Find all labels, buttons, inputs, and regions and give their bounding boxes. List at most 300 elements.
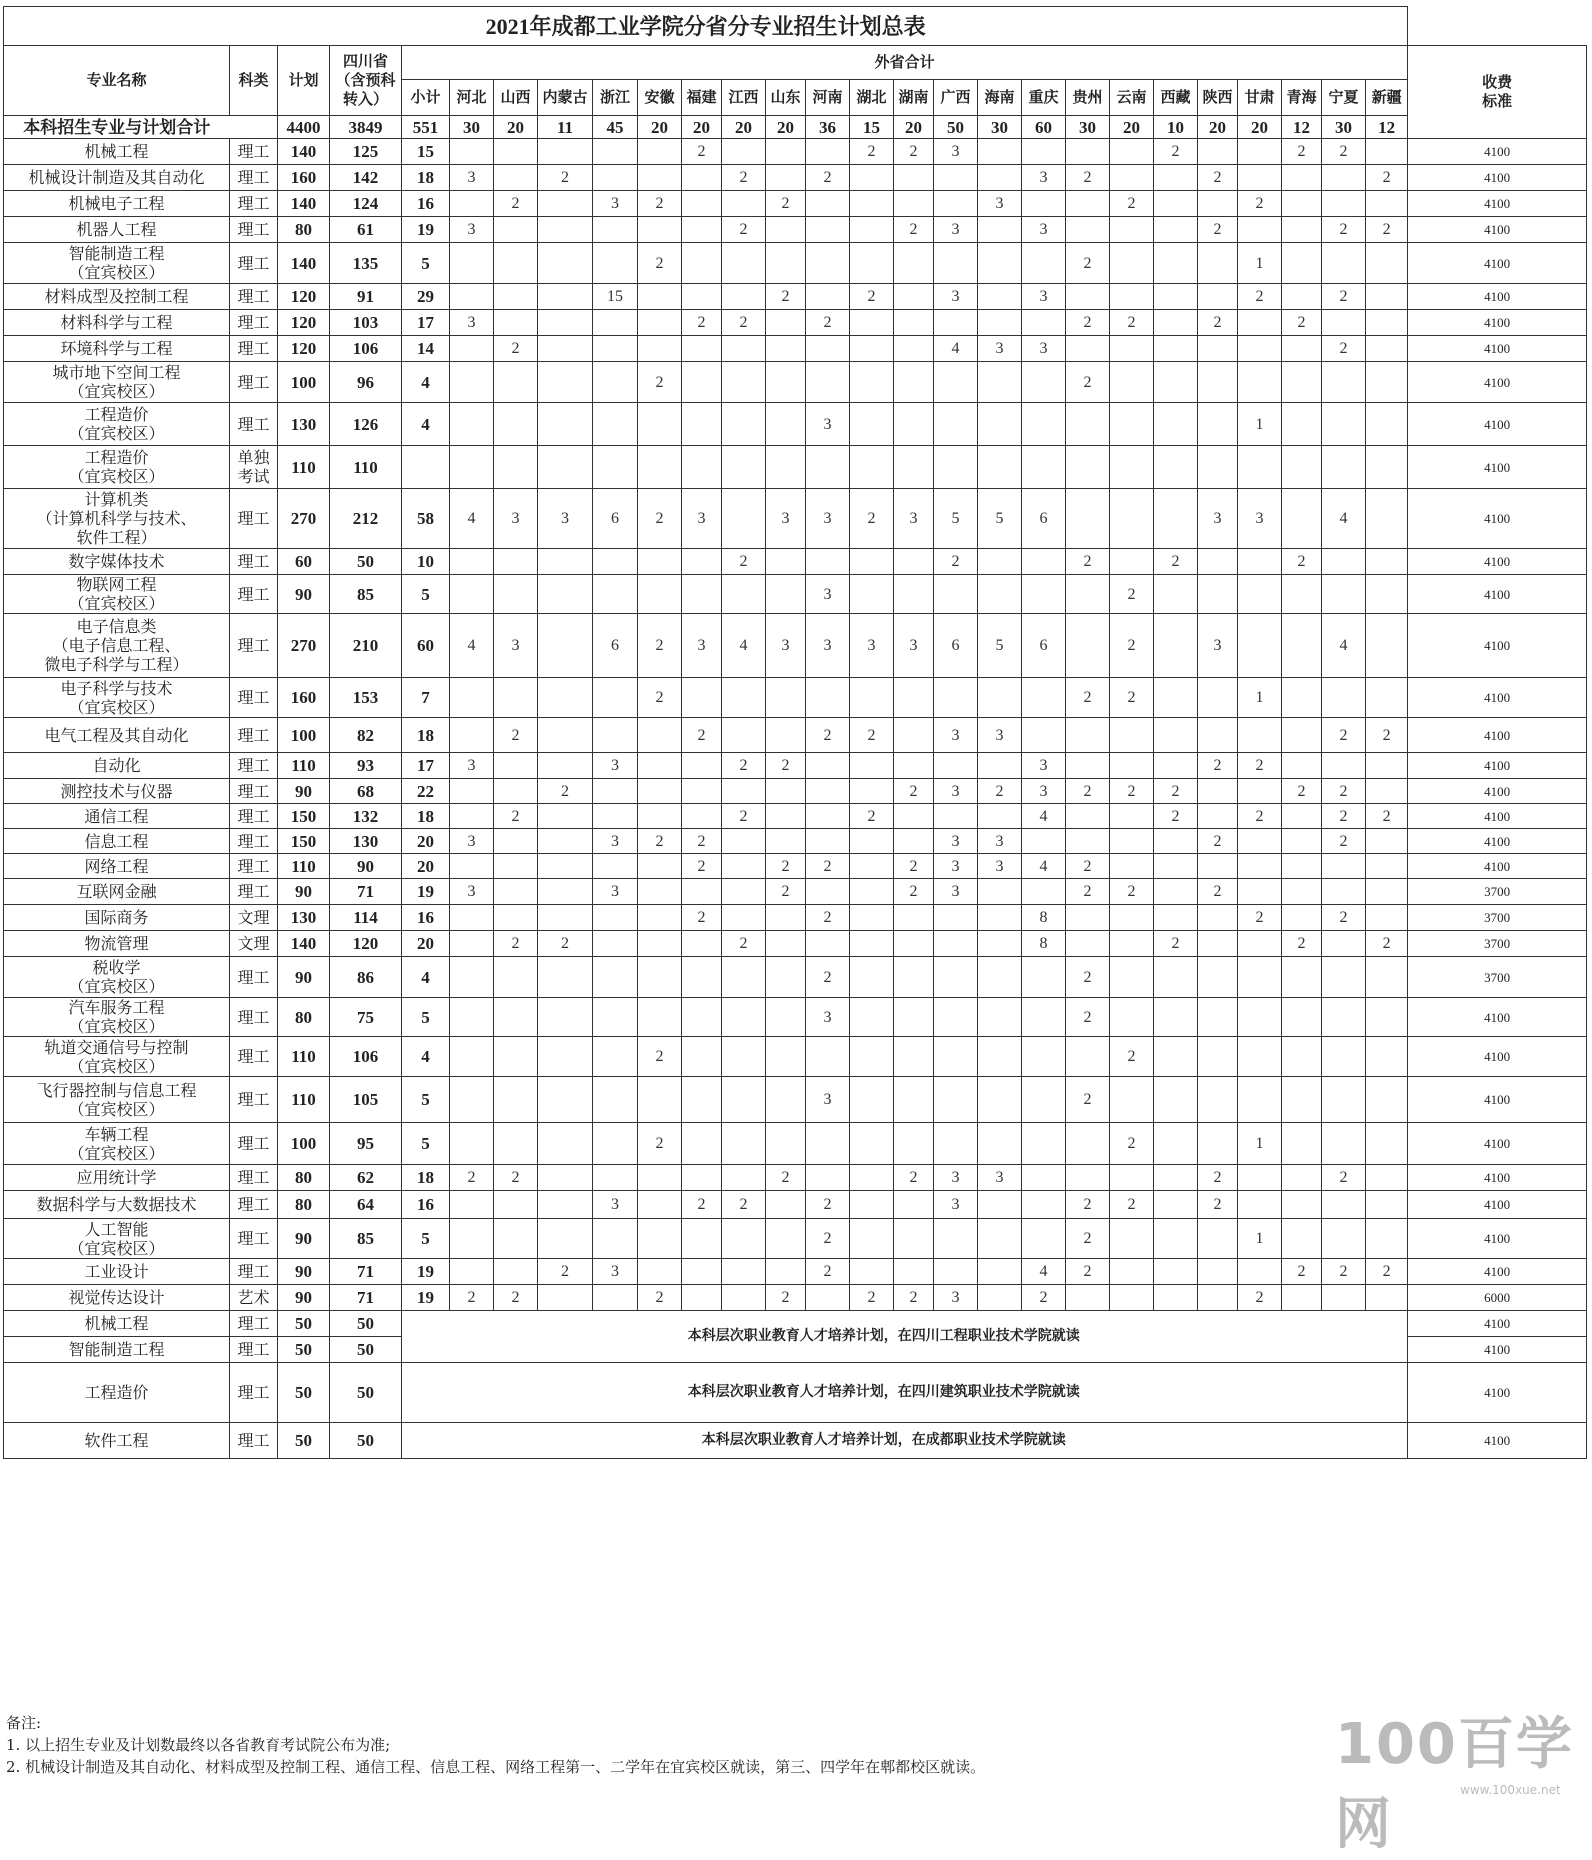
province-value bbox=[850, 998, 894, 1037]
province-value bbox=[766, 1191, 806, 1219]
province-value bbox=[1282, 1165, 1322, 1191]
province-value: 2 bbox=[638, 489, 682, 549]
province-value bbox=[538, 1165, 593, 1191]
province-value: 4 bbox=[450, 489, 494, 549]
province-value bbox=[638, 998, 682, 1037]
province-value: 3 bbox=[934, 1165, 978, 1191]
province-value bbox=[806, 1165, 850, 1191]
province-value bbox=[538, 217, 593, 243]
province-value bbox=[593, 446, 638, 489]
plan-value: 140 bbox=[278, 243, 330, 284]
province-value bbox=[1238, 614, 1282, 678]
province-value bbox=[538, 446, 593, 489]
notes-label: 备注: bbox=[6, 1714, 42, 1732]
province-value: 4 bbox=[1022, 1259, 1066, 1285]
province-value: 2 bbox=[538, 931, 593, 957]
province-value: 2 bbox=[1366, 165, 1408, 191]
fee-value: 4100 bbox=[1408, 829, 1587, 854]
province-value: 2 bbox=[1066, 1077, 1110, 1123]
province-value bbox=[494, 678, 538, 718]
province-value bbox=[722, 678, 766, 718]
province-value bbox=[1322, 1191, 1366, 1219]
province-value: 2 bbox=[722, 217, 766, 243]
province-value bbox=[1322, 1285, 1366, 1311]
province-value bbox=[450, 575, 494, 614]
province-value: 3 bbox=[978, 336, 1022, 362]
province-value: 4 bbox=[1022, 854, 1066, 879]
province-value: 2 bbox=[1282, 139, 1322, 165]
province-value bbox=[934, 191, 978, 217]
province-value bbox=[593, 1037, 638, 1077]
table-row bbox=[4, 139, 1587, 165]
header-province: 新疆 bbox=[1366, 80, 1408, 116]
province-value: 2 bbox=[494, 718, 538, 753]
province-value: 2 bbox=[1022, 1285, 1066, 1311]
fee-value: 4100 bbox=[1408, 243, 1587, 284]
table-title: 2021年成都工业学院分省分专业招生计划总表 bbox=[4, 7, 1408, 46]
province-value bbox=[1198, 284, 1238, 310]
province-value bbox=[1022, 678, 1066, 718]
major-category: 理工 bbox=[230, 1219, 278, 1259]
province-value: 2 bbox=[1066, 879, 1110, 905]
province-value bbox=[593, 905, 638, 931]
header-major: 专业名称 bbox=[4, 46, 230, 116]
province-value bbox=[1198, 139, 1238, 165]
sichuan-value: 135 bbox=[330, 243, 402, 284]
major-name: 物流管理 bbox=[4, 931, 230, 957]
province-value bbox=[850, 575, 894, 614]
province-value bbox=[1282, 879, 1322, 905]
subtotal-value: 60 bbox=[402, 614, 450, 678]
province-value bbox=[766, 829, 806, 854]
note-item-2: 2. 机械设计制造及其自动化、材料成型及控制工程、通信工程、信息工程、网络工程第一、二学年在宜宾校区就读，第三、四学年在郫都校区就读。 bbox=[6, 1758, 986, 1776]
province-value bbox=[1282, 403, 1322, 446]
province-value bbox=[682, 998, 722, 1037]
sichuan-value: 153 bbox=[330, 678, 402, 718]
major-category: 理工 bbox=[230, 284, 278, 310]
sichuan-value: 86 bbox=[330, 957, 402, 998]
sichuan-value: 62 bbox=[330, 1165, 402, 1191]
province-value: 3 bbox=[1022, 284, 1066, 310]
province-value bbox=[682, 336, 722, 362]
province-value bbox=[1022, 1165, 1066, 1191]
total-sichuan: 3849 bbox=[330, 116, 402, 139]
province-value bbox=[638, 217, 682, 243]
fee-value: 4100 bbox=[1408, 718, 1587, 753]
province-value bbox=[850, 931, 894, 957]
province-value: 2 bbox=[1282, 310, 1322, 336]
province-value bbox=[934, 243, 978, 284]
province-value bbox=[934, 575, 978, 614]
province-value bbox=[850, 678, 894, 718]
province-value bbox=[538, 1123, 593, 1165]
province-value bbox=[806, 931, 850, 957]
province-value bbox=[978, 905, 1022, 931]
province-value bbox=[1322, 1037, 1366, 1077]
major-name: 机械电子工程 bbox=[4, 191, 230, 217]
province-value: 2 bbox=[1066, 779, 1110, 804]
fee-value: 4100 bbox=[1408, 549, 1587, 575]
province-value bbox=[638, 165, 682, 191]
province-value bbox=[1066, 753, 1110, 779]
province-value bbox=[1066, 191, 1110, 217]
province-value bbox=[894, 718, 934, 753]
fee-value: 4100 bbox=[1408, 217, 1587, 243]
province-value bbox=[766, 998, 806, 1037]
province-value bbox=[1282, 1285, 1322, 1311]
table-row bbox=[4, 336, 1587, 362]
province-value bbox=[766, 1077, 806, 1123]
province-value bbox=[934, 1259, 978, 1285]
province-value bbox=[494, 829, 538, 854]
province-value bbox=[1198, 243, 1238, 284]
province-value: 3 bbox=[894, 614, 934, 678]
province-value bbox=[593, 854, 638, 879]
province-value bbox=[450, 1259, 494, 1285]
province-value: 2 bbox=[682, 718, 722, 753]
sichuan-value: 85 bbox=[330, 1219, 402, 1259]
fee-value: 4100 bbox=[1408, 575, 1587, 614]
sichuan-value: 68 bbox=[330, 779, 402, 804]
province-value bbox=[1366, 549, 1408, 575]
province-value bbox=[682, 931, 722, 957]
province-value bbox=[1154, 678, 1198, 718]
sichuan-value: 50 bbox=[330, 1311, 402, 1337]
fee-value: 4100 bbox=[1408, 1219, 1587, 1259]
province-value: 2 bbox=[538, 779, 593, 804]
province-value bbox=[722, 1037, 766, 1077]
province-value bbox=[1154, 718, 1198, 753]
province-value bbox=[538, 1285, 593, 1311]
province-value bbox=[978, 1191, 1022, 1219]
province-value: 3 bbox=[1022, 336, 1066, 362]
sichuan-value: 132 bbox=[330, 804, 402, 829]
province-value bbox=[450, 1123, 494, 1165]
fee-value: 4100 bbox=[1408, 191, 1587, 217]
major-name: 国际商务 bbox=[4, 905, 230, 931]
province-value bbox=[806, 779, 850, 804]
province-value: 5 bbox=[978, 614, 1022, 678]
province-value bbox=[722, 243, 766, 284]
province-value bbox=[1154, 191, 1198, 217]
province-value: 3 bbox=[1198, 489, 1238, 549]
plan-value: 80 bbox=[278, 1165, 330, 1191]
province-value: 2 bbox=[1110, 1191, 1154, 1219]
province-value: 2 bbox=[766, 1285, 806, 1311]
sichuan-value: 50 bbox=[330, 1337, 402, 1363]
province-value bbox=[850, 217, 894, 243]
province-value bbox=[1154, 879, 1198, 905]
province-value: 3 bbox=[934, 829, 978, 854]
province-value bbox=[850, 1259, 894, 1285]
plan-value: 270 bbox=[278, 489, 330, 549]
plan-table-container bbox=[3, 6, 1587, 1459]
major-name: 车辆工程 （宜宾校区） bbox=[4, 1123, 230, 1165]
province-value bbox=[1022, 718, 1066, 753]
province-value: 2 bbox=[638, 191, 682, 217]
province-value bbox=[1366, 829, 1408, 854]
province-value: 2 bbox=[1066, 854, 1110, 879]
province-value: 3 bbox=[934, 284, 978, 310]
province-value bbox=[494, 1037, 538, 1077]
province-value bbox=[538, 957, 593, 998]
province-value bbox=[1366, 243, 1408, 284]
province-value bbox=[538, 310, 593, 336]
province-value bbox=[978, 165, 1022, 191]
province-value bbox=[806, 217, 850, 243]
total-province: 20 bbox=[1110, 116, 1154, 139]
province-value: 4 bbox=[934, 336, 978, 362]
province-value bbox=[1198, 549, 1238, 575]
vocational-row bbox=[4, 1363, 1587, 1423]
province-value bbox=[894, 284, 934, 310]
province-value: 2 bbox=[1238, 804, 1282, 829]
major-category: 理工 bbox=[230, 575, 278, 614]
plan-value: 80 bbox=[278, 217, 330, 243]
province-value bbox=[766, 336, 806, 362]
total-province: 30 bbox=[450, 116, 494, 139]
province-value bbox=[1238, 779, 1282, 804]
province-value bbox=[806, 804, 850, 829]
province-value bbox=[450, 191, 494, 217]
province-value bbox=[682, 1037, 722, 1077]
subtotal-value: 5 bbox=[402, 998, 450, 1037]
province-value: 2 bbox=[638, 678, 682, 718]
province-value bbox=[682, 1219, 722, 1259]
province-value: 2 bbox=[806, 1259, 850, 1285]
province-value bbox=[1238, 1037, 1282, 1077]
plan-value: 60 bbox=[278, 549, 330, 575]
sichuan-value: 71 bbox=[330, 879, 402, 905]
major-name: 机械工程 bbox=[4, 1311, 230, 1337]
province-value: 2 bbox=[1322, 718, 1366, 753]
province-value bbox=[494, 549, 538, 575]
fee-value: 4100 bbox=[1408, 362, 1587, 403]
fee-value: 4100 bbox=[1408, 336, 1587, 362]
province-value: 2 bbox=[494, 1165, 538, 1191]
province-value bbox=[593, 403, 638, 446]
total-province: 20 bbox=[766, 116, 806, 139]
province-value: 3 bbox=[450, 879, 494, 905]
province-value: 3 bbox=[450, 753, 494, 779]
province-value bbox=[494, 446, 538, 489]
province-value bbox=[682, 1165, 722, 1191]
plan-value: 50 bbox=[278, 1337, 330, 1363]
province-value: 6 bbox=[1022, 614, 1066, 678]
province-value bbox=[1066, 931, 1110, 957]
province-value bbox=[1366, 191, 1408, 217]
province-value bbox=[806, 1123, 850, 1165]
province-value bbox=[766, 931, 806, 957]
province-value bbox=[766, 718, 806, 753]
table-row bbox=[4, 310, 1587, 336]
province-value bbox=[1022, 998, 1066, 1037]
province-value bbox=[1282, 165, 1322, 191]
province-value bbox=[494, 998, 538, 1037]
vocational-note-gap bbox=[1366, 1423, 1408, 1459]
notes-section bbox=[6, 1712, 985, 1778]
province-value bbox=[638, 905, 682, 931]
province-value bbox=[1198, 336, 1238, 362]
province-value bbox=[1282, 243, 1322, 284]
province-value bbox=[494, 575, 538, 614]
province-value bbox=[978, 678, 1022, 718]
province-value bbox=[722, 854, 766, 879]
plan-value: 140 bbox=[278, 931, 330, 957]
fee-value: 4100 bbox=[1408, 284, 1587, 310]
province-value bbox=[593, 931, 638, 957]
subtotal-value: 19 bbox=[402, 1259, 450, 1285]
province-value bbox=[1366, 336, 1408, 362]
province-value: 3 bbox=[1022, 753, 1066, 779]
province-value: 2 bbox=[682, 829, 722, 854]
province-value bbox=[806, 549, 850, 575]
major-category: 理工 bbox=[230, 1423, 278, 1459]
province-value bbox=[1110, 336, 1154, 362]
province-value: 2 bbox=[682, 1191, 722, 1219]
plan-value: 150 bbox=[278, 829, 330, 854]
province-value bbox=[1366, 854, 1408, 879]
province-value bbox=[1366, 1285, 1408, 1311]
total-province: 60 bbox=[1022, 116, 1066, 139]
province-value: 2 bbox=[682, 310, 722, 336]
major-name: 应用统计学 bbox=[4, 1165, 230, 1191]
province-value bbox=[1282, 804, 1322, 829]
table-row bbox=[4, 854, 1587, 879]
watermark-logo: 100百学网 bbox=[1335, 1712, 1574, 1857]
table-row bbox=[4, 1077, 1587, 1123]
major-category: 理工 bbox=[230, 678, 278, 718]
province-value bbox=[494, 165, 538, 191]
subtotal-value bbox=[402, 446, 450, 489]
province-value bbox=[1154, 362, 1198, 403]
province-value: 2 bbox=[806, 718, 850, 753]
province-value: 3 bbox=[894, 489, 934, 549]
fee-value: 4100 bbox=[1408, 489, 1587, 549]
major-category: 单独 考试 bbox=[230, 446, 278, 489]
province-value bbox=[766, 446, 806, 489]
province-value bbox=[1198, 362, 1238, 403]
province-value bbox=[1198, 779, 1238, 804]
table-row bbox=[4, 998, 1587, 1037]
province-value bbox=[1366, 446, 1408, 489]
province-value bbox=[1238, 718, 1282, 753]
total-plan: 4400 bbox=[278, 116, 330, 139]
province-value bbox=[978, 1123, 1022, 1165]
province-value bbox=[1110, 753, 1154, 779]
province-value bbox=[1238, 1191, 1282, 1219]
province-value bbox=[494, 284, 538, 310]
province-value: 2 bbox=[1198, 165, 1238, 191]
province-value: 2 bbox=[1154, 139, 1198, 165]
vocational-note-gap bbox=[1366, 1363, 1408, 1423]
province-value bbox=[850, 779, 894, 804]
vocational-note: 本科层次职业教育人才培养计划，在四川建筑职业技术学院就读 bbox=[402, 1363, 1366, 1423]
province-value bbox=[766, 549, 806, 575]
province-value bbox=[638, 1165, 682, 1191]
table-row bbox=[4, 678, 1587, 718]
province-value bbox=[1322, 854, 1366, 879]
province-value bbox=[593, 1123, 638, 1165]
plan-value: 140 bbox=[278, 191, 330, 217]
province-value: 3 bbox=[934, 1285, 978, 1311]
major-category: 理工 bbox=[230, 139, 278, 165]
province-value bbox=[1154, 753, 1198, 779]
province-value: 2 bbox=[806, 854, 850, 879]
province-value bbox=[1066, 905, 1110, 931]
province-value bbox=[1366, 753, 1408, 779]
province-value bbox=[934, 403, 978, 446]
province-value bbox=[450, 905, 494, 931]
header-outer-total: 外省合计 bbox=[402, 46, 1408, 80]
major-category: 理工 bbox=[230, 779, 278, 804]
table-row bbox=[4, 1165, 1587, 1191]
province-value: 3 bbox=[593, 191, 638, 217]
major-category: 理工 bbox=[230, 165, 278, 191]
province-value bbox=[806, 336, 850, 362]
province-value bbox=[682, 957, 722, 998]
fee-value: 4100 bbox=[1408, 678, 1587, 718]
province-value bbox=[538, 243, 593, 284]
major-category: 理工 bbox=[230, 614, 278, 678]
sichuan-value: 61 bbox=[330, 217, 402, 243]
province-value bbox=[593, 217, 638, 243]
province-value bbox=[1154, 854, 1198, 879]
province-value bbox=[538, 1219, 593, 1259]
province-value bbox=[894, 243, 934, 284]
province-value bbox=[494, 779, 538, 804]
major-category: 理工 bbox=[230, 243, 278, 284]
province-value: 2 bbox=[1366, 217, 1408, 243]
province-value bbox=[1282, 575, 1322, 614]
plan-value: 90 bbox=[278, 879, 330, 905]
total-province: 20 bbox=[722, 116, 766, 139]
province-value bbox=[1022, 243, 1066, 284]
province-value: 2 bbox=[1366, 931, 1408, 957]
major-name: 材料成型及控制工程 bbox=[4, 284, 230, 310]
province-value bbox=[682, 217, 722, 243]
sichuan-value: 75 bbox=[330, 998, 402, 1037]
province-value: 2 bbox=[494, 1285, 538, 1311]
fee-value: 4100 bbox=[1408, 446, 1587, 489]
province-value bbox=[1282, 854, 1322, 879]
plan-value: 160 bbox=[278, 678, 330, 718]
province-value bbox=[978, 753, 1022, 779]
province-value bbox=[978, 403, 1022, 446]
province-value bbox=[1238, 217, 1282, 243]
major-name: 智能制造工程 （宜宾校区） bbox=[4, 243, 230, 284]
major-category: 理工 bbox=[230, 1363, 278, 1423]
major-name: 物联网工程 （宜宾校区） bbox=[4, 575, 230, 614]
major-category: 理工 bbox=[230, 879, 278, 905]
subtotal-value: 7 bbox=[402, 678, 450, 718]
province-value bbox=[1110, 284, 1154, 310]
province-value: 1 bbox=[1238, 1219, 1282, 1259]
province-value bbox=[1066, 403, 1110, 446]
province-value: 2 bbox=[1198, 1191, 1238, 1219]
province-value: 2 bbox=[806, 165, 850, 191]
province-value bbox=[1198, 1077, 1238, 1123]
table-row bbox=[4, 957, 1587, 998]
province-value bbox=[494, 310, 538, 336]
province-value: 3 bbox=[978, 854, 1022, 879]
province-value bbox=[450, 336, 494, 362]
province-value: 3 bbox=[450, 829, 494, 854]
province-value bbox=[1322, 446, 1366, 489]
table-row bbox=[4, 753, 1587, 779]
province-value bbox=[1198, 998, 1238, 1037]
province-value bbox=[1110, 998, 1154, 1037]
